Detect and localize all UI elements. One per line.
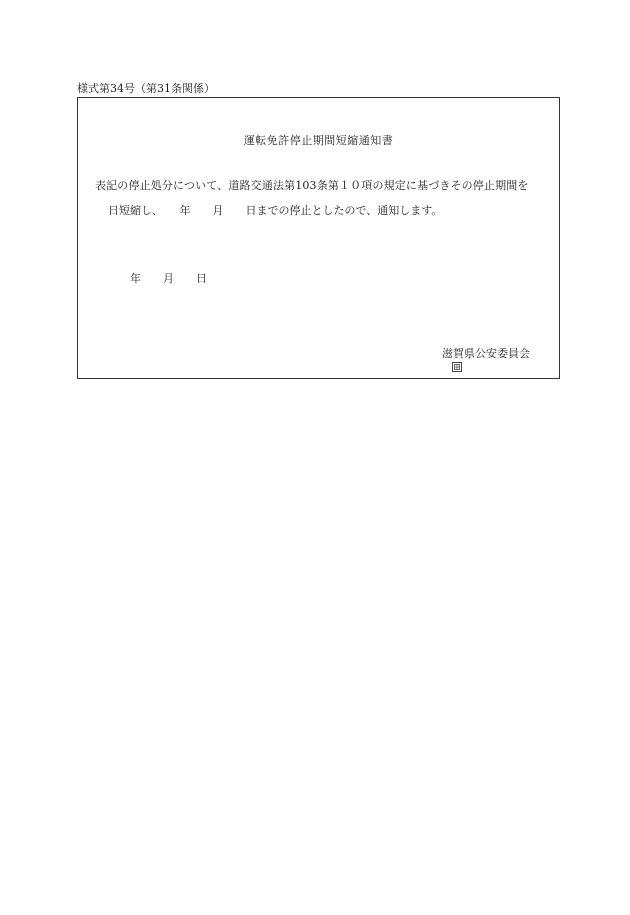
notice-document-frame <box>77 97 560 379</box>
issuer-name: 滋賀県公安委員会 <box>442 347 530 360</box>
notice-body-line-1: 表記の停止処分について、道路交通法第103条第１０項の規定に基づきその停止期間を <box>95 179 529 192</box>
issue-date-line: 年 月 日 <box>130 272 207 285</box>
document-title: 運転免許停止期間短縮通知書 <box>243 134 394 147</box>
issuer-block <box>428 333 530 389</box>
form-number-label: 様式第34号（第31条関係） <box>77 82 215 95</box>
official-seal-icon <box>452 362 462 372</box>
notice-body-line-2: 日短縮し、 年 月 日までの停止としたので、通知します。 <box>108 204 443 217</box>
